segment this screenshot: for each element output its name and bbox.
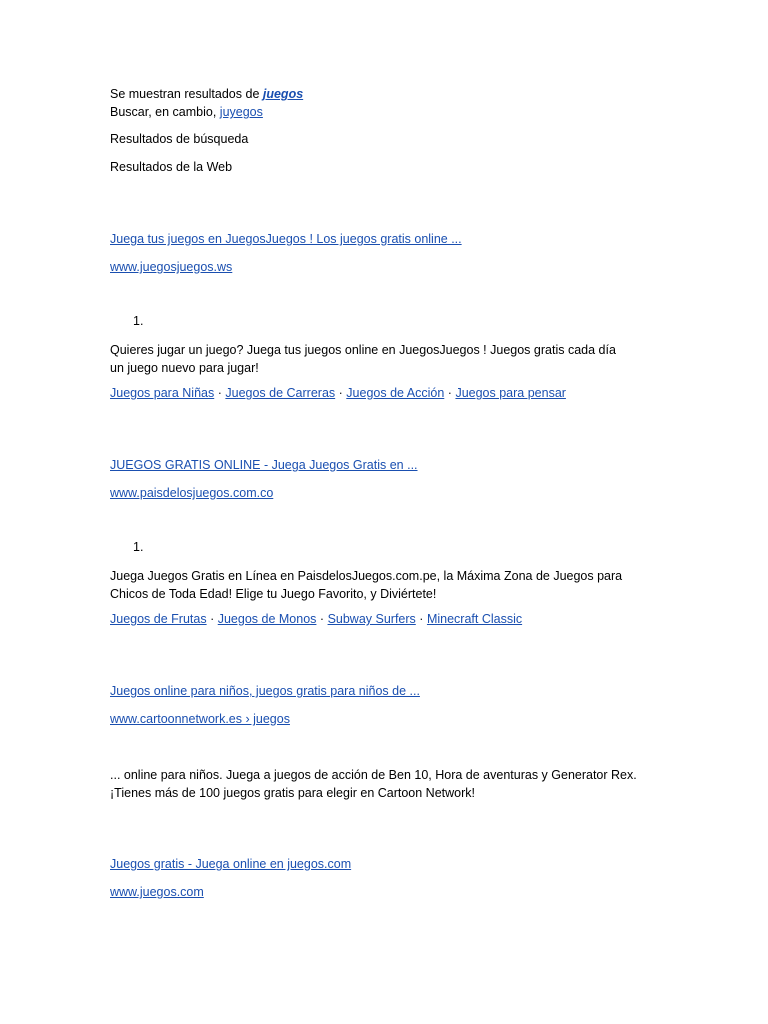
sitelink[interactable]: Juegos de Frutas (110, 612, 207, 626)
web-results-heading: Resultados de la Web (110, 160, 233, 174)
showing-prefix: Se muestran resultados de (110, 87, 260, 101)
separator: · (447, 386, 452, 400)
sitelink[interactable]: Subway Surfers (327, 612, 416, 626)
result-title[interactable]: Juegos gratis - Juega online en juegos.com (110, 857, 352, 871)
instead-term-link[interactable]: juyegos (219, 105, 263, 119)
result-1-title-link[interactable] (110, 231, 462, 248)
showing-term-link[interactable]: juegos (262, 87, 304, 101)
sitelink[interactable]: Juegos para Niñas (110, 386, 215, 400)
result-2-sitelinks (110, 611, 522, 628)
result-title[interactable]: JUEGOS GRATIS ONLINE - Juega Juegos Gratis en ... (110, 458, 418, 472)
snippet-line: ... online para niños. Juega a juegos de acción de Ben 10, Hora de aventuras y Generator Rex. (110, 768, 637, 782)
search-instead-notice (110, 104, 263, 121)
result-1-number: 1. (133, 314, 144, 328)
separator: · (338, 386, 343, 400)
result-url-link[interactable]: www.juegosjuegos.ws (110, 260, 233, 274)
result-3-url[interactable] (110, 711, 290, 728)
snippet-line: un juego nuevo para jugar! (110, 361, 259, 375)
sitelink[interactable]: Juegos de Carreras (225, 386, 336, 400)
result-1-url[interactable] (110, 259, 232, 276)
result-title[interactable]: Juega tus juegos en JuegosJuegos ! Los juegos gratis online ... (110, 232, 462, 246)
result-url-link[interactable]: www.juegos.com (110, 885, 204, 899)
sitelink[interactable]: Juegos de Monos (217, 612, 317, 626)
result-title[interactable]: Juegos online para niños, juegos gratis para niños de ... (110, 684, 420, 698)
result-url-link[interactable]: www.paisdelosjuegos.com.co (110, 486, 274, 500)
separator: · (319, 612, 325, 626)
sitelink[interactable]: Juegos para pensar (455, 386, 566, 400)
result-2-snippet (110, 567, 670, 603)
snippet-line: Quieres jugar un juego? Juega tus juegos online en JuegosJuegos ! Juegos gratis cada día (110, 343, 616, 357)
showing-results-notice (110, 86, 303, 103)
instead-prefix: Buscar, en cambio, (110, 105, 217, 119)
result-2-title-link[interactable] (110, 457, 418, 474)
separator: · (210, 612, 215, 626)
search-results-heading: Resultados de búsqueda (110, 132, 249, 146)
separator: · (419, 612, 424, 626)
result-4-title-link[interactable] (110, 856, 351, 873)
result-2-number: 1. (133, 540, 144, 554)
snippet-line: Chicos de Toda Edad! Elige tu Juego Favorito, y Diviértete! (110, 587, 437, 601)
sitelink[interactable]: Minecraft Classic (426, 612, 523, 626)
result-url-link[interactable]: www.cartoonnetwork.es › juegos (110, 712, 290, 726)
result-1-sitelinks (110, 385, 566, 402)
result-1-snippet (110, 341, 670, 377)
snippet-line: ¡Tienes más de 100 juegos gratis para elegir en Cartoon Network! (110, 786, 476, 800)
result-3-title-link[interactable] (110, 683, 420, 700)
result-4-url[interactable] (110, 884, 204, 901)
result-2-url[interactable] (110, 485, 273, 502)
snippet-line: Juega Juegos Gratis en Línea en PaisdelosJuegos.com.pe, la Máxima Zona de Juegos para (110, 569, 623, 583)
separator: · (217, 386, 222, 400)
sitelink[interactable]: Juegos de Acción (346, 386, 445, 400)
result-3-snippet (110, 766, 670, 802)
